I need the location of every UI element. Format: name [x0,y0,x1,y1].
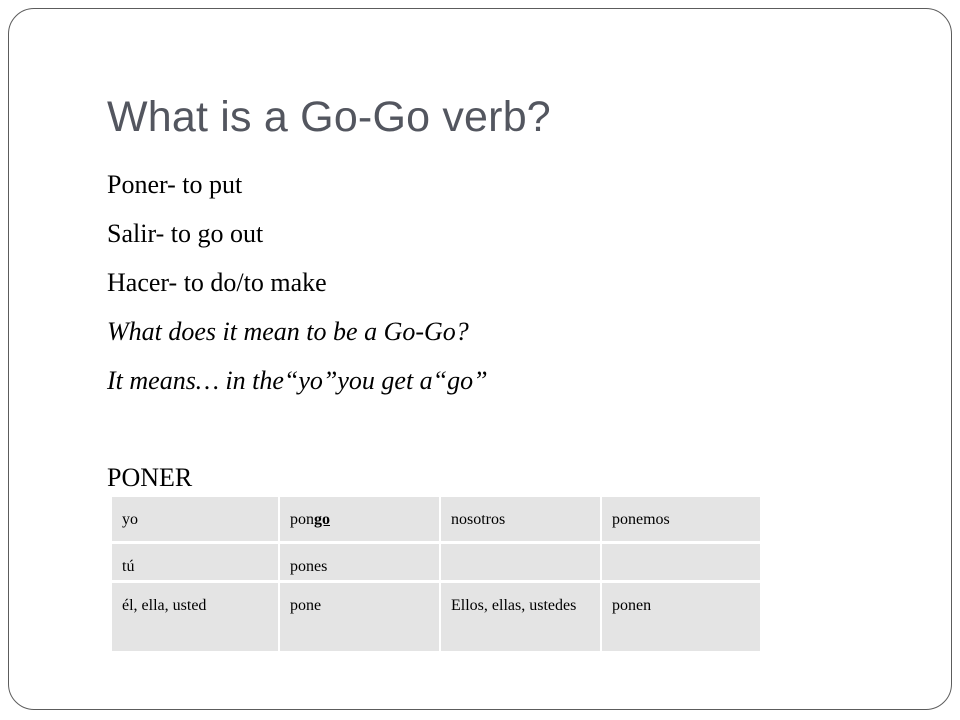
body-line-hacer: Hacer- to do/to make [107,268,327,297]
verb-ending-highlight: go [314,511,330,528]
slide [8,8,952,710]
body-line-answer: It means… in the“yo”you get a“go” [107,366,488,395]
verb-heading: PONER [107,463,193,492]
slide-body [107,167,887,509]
table-row [112,544,760,583]
verb-form-cell: pones [280,544,441,583]
verb-form-cell [280,497,441,544]
body-line-question: What does it mean to be a Go-Go? [107,317,469,346]
pronoun-cell: yo [112,497,280,544]
conjugation-table [112,497,760,651]
pronoun-cell: Ellos, ellas, ustedes [441,583,602,651]
body-blank-line [107,412,887,460]
body-line-salir: Salir- to go out [107,219,264,248]
pronoun-cell: él, ella, usted [112,583,280,651]
pronoun-cell: nosotros [441,497,602,544]
pronoun-cell [441,544,602,583]
verb-stem: pon [290,511,314,528]
table-row [112,497,760,544]
verb-form-cell: ponemos [602,497,760,544]
table-row [112,583,760,651]
verb-form-cell: pone [280,583,441,651]
body-line-poner: Poner- to put [107,170,243,199]
pronoun-cell: tú [112,544,280,583]
verb-form-cell: ponen [602,583,760,651]
slide-title: What is a Go-Go verb? [107,93,551,141]
verb-form-cell [602,544,760,583]
